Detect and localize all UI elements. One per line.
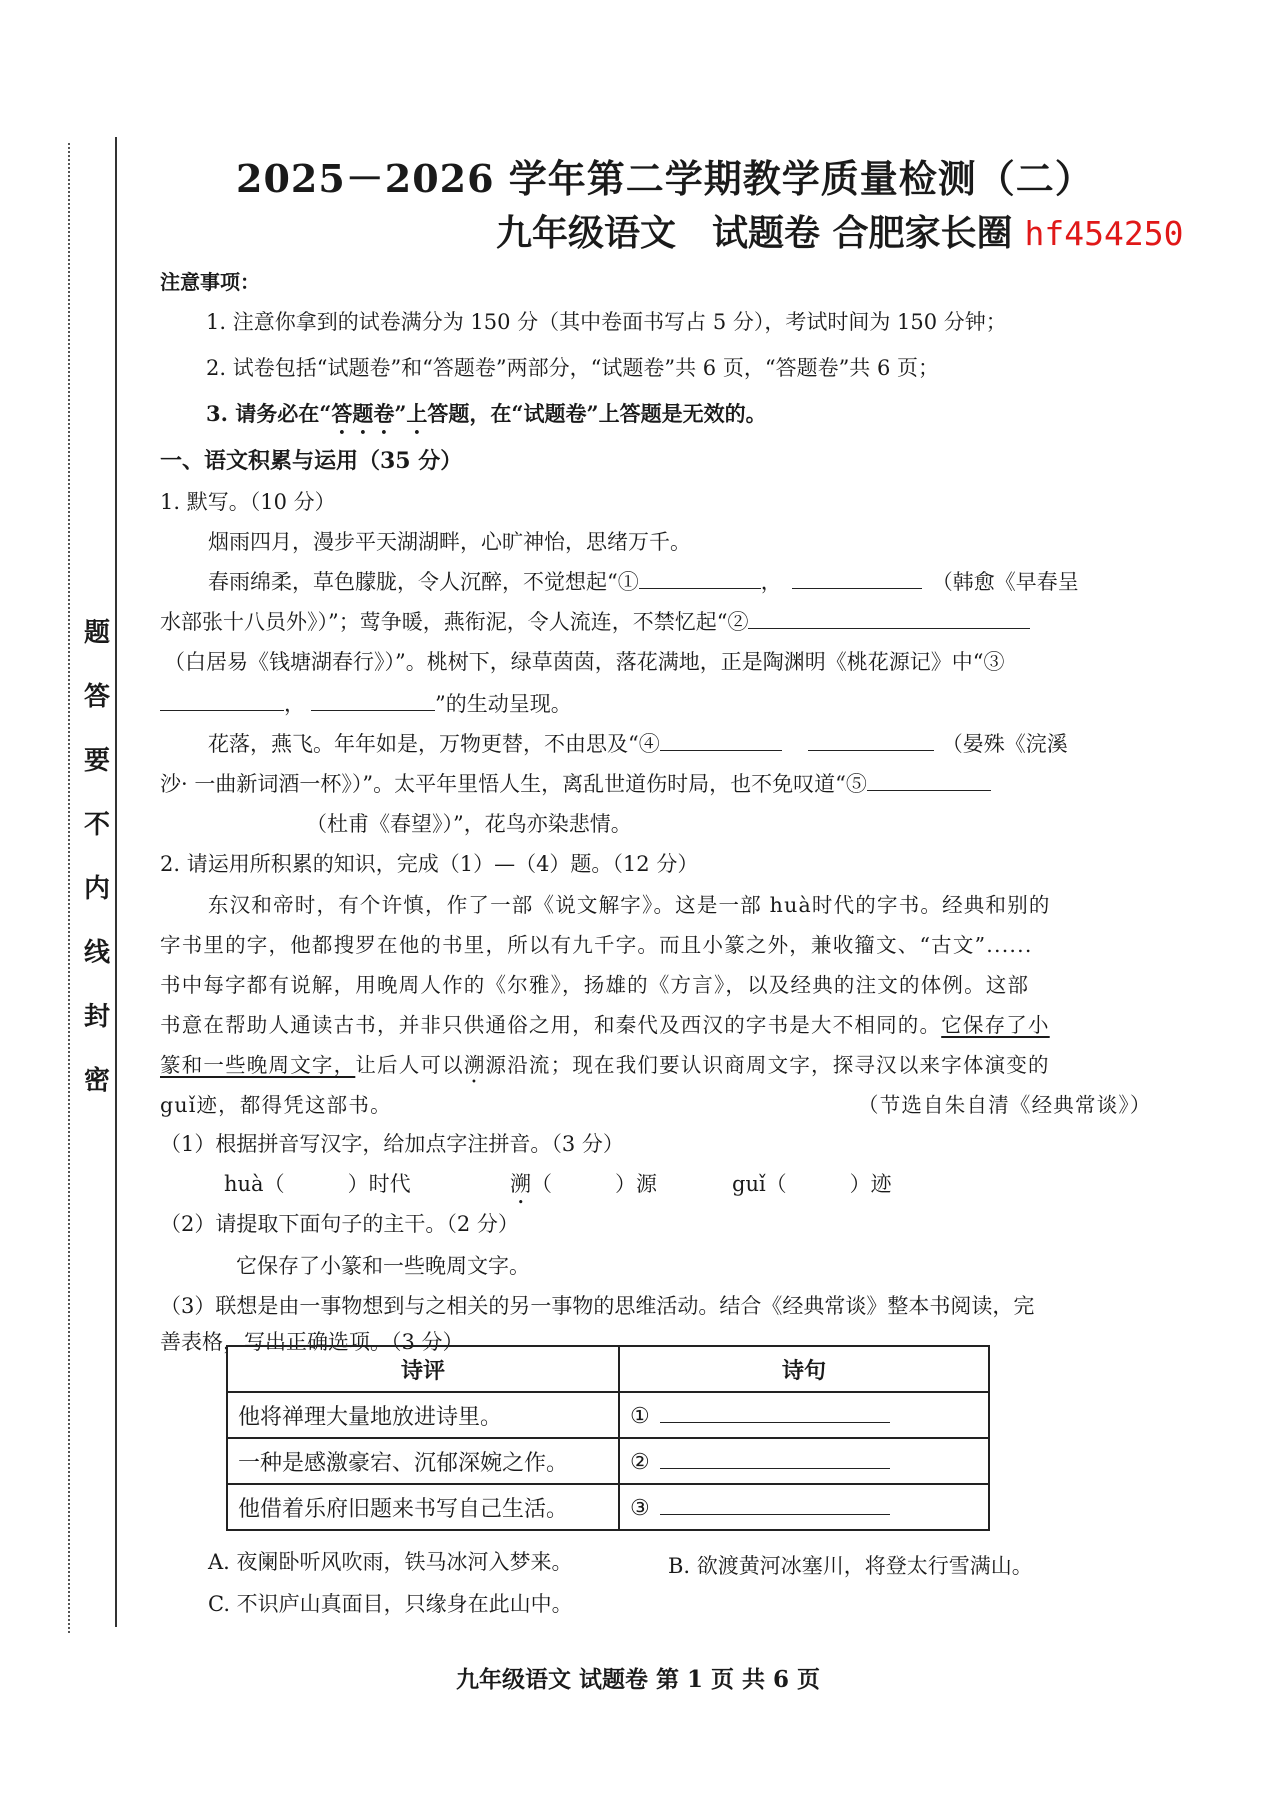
- q1-heading: 1. 默写。（10 分）: [160, 490, 336, 514]
- option-b: B. 欲渡黄河冰塞川，将登太行雪满山。: [668, 1554, 1033, 1578]
- page-footer: 九年级语文 试题卷 第 1 页 共 6 页: [456, 1666, 821, 1693]
- seal-char: 答: [84, 682, 111, 712]
- section-heading: 一、语文积累与运用（35 分）: [160, 448, 463, 474]
- exam-title: 2025－2026 学年第二学期教学质量检测（二）: [236, 156, 1094, 201]
- seal-char: 要: [84, 746, 111, 776]
- blank-1a[interactable]: [639, 568, 761, 589]
- text: （晏殊《浣溪: [941, 732, 1068, 756]
- text: 春雨绵柔，草色朦胧，令人沉醉，不觉想起“①: [208, 570, 639, 594]
- subq-3-line-1: （3）联想是由一事物想到与之相关的另一事物的思维活动。结合《经典常谈》整本书阅读，完: [160, 1294, 1035, 1318]
- option-a: A. 夜阑卧听风吹雨，铁马冰河入梦来。: [208, 1550, 573, 1574]
- text: 书意在帮助人通读古书，并非只供通俗之用，和秦代及西汉的字书是大不相同的。: [160, 1013, 942, 1037]
- table-cell-comment: 他借着乐府旧题来书写自己生活。: [227, 1484, 619, 1530]
- pinyin-1: huà（ ）时代: [224, 1172, 411, 1196]
- text: ，: [284, 692, 305, 716]
- q1-para-2: [208, 566, 1079, 596]
- answer-num: ③: [630, 1495, 650, 1521]
- option-c: C. 不识庐山真面目，只缘身在此山中。: [208, 1592, 573, 1616]
- passage-line: [160, 1008, 1050, 1038]
- q1-para-1: 烟雨四月，漫步平天湖湖畔，心旷神怡，思绪万千。: [208, 530, 691, 554]
- passage-line: 字书里的字，他都搜罗在他的书里，所以有九千字。而且小篆之外，兼收籀文、“古文”......: [160, 933, 1033, 957]
- text: （ ）源: [531, 1172, 657, 1196]
- table-row: [227, 1392, 989, 1438]
- table-row: [227, 1484, 989, 1530]
- blank-3b[interactable]: [311, 690, 435, 711]
- blank-4b[interactable]: [808, 730, 934, 751]
- seal-char: 不: [84, 810, 111, 840]
- subq-1: （1）根据拼音写汉字，给加点字注拼音。（3 分）: [160, 1132, 624, 1156]
- underlined-text: 篆和一些晚周文字，: [160, 1053, 356, 1077]
- note-3-part: 答题，在“试题卷”上答题是无效的。: [427, 401, 767, 426]
- text: 花落，燕飞。年年如是，万物更替，不由思及“④: [208, 732, 660, 756]
- q1-para-4: [164, 646, 1004, 676]
- q1-para-5: [160, 688, 572, 718]
- table-row: [227, 1438, 989, 1484]
- pinyin-3: guǐ（ ）迹: [732, 1172, 892, 1196]
- note-3-part: 3. 请务必在: [206, 401, 320, 426]
- passage-source: （节选自朱自清《经典常谈》）: [858, 1093, 1152, 1117]
- text: （白居易《钱塘湖春行》）”。桃树下，绿草茵茵，落花满地，正是陶渊明《桃花源记》中“③: [164, 650, 1005, 674]
- seal-char: 内: [84, 874, 111, 904]
- seal-char: 封: [84, 1002, 111, 1032]
- note-3-dotted: “答题卷”上: [319, 401, 428, 426]
- red-code: hf454250: [1024, 214, 1184, 253]
- table-cell-answer[interactable]: [619, 1438, 989, 1484]
- text: 沙· 一曲新词酒一杯》）”。太平年里悟人生，离乱世道伤时局，也不免叹道“⑤: [160, 772, 867, 796]
- text: ，: [760, 570, 782, 594]
- binding-dotted-line: [68, 143, 70, 1633]
- dotted-char: 溯: [510, 1172, 531, 1196]
- seal-char: 密: [84, 1066, 111, 1096]
- q1-para-7: [160, 768, 991, 798]
- subtitle-text: 九年级语文 试题卷 合肥家长圈: [496, 212, 1013, 254]
- note-2: 2. 试卷包括“试题卷”和“答题卷”两部分，“试题卷”共 6 页，“答题卷”共 6 页；: [206, 356, 940, 380]
- text: 让后人可以: [355, 1053, 464, 1077]
- note-1: 1. 注意你拿到的试卷满分为 150 分（其中卷面书写占 5 分），考试时间为 150 分钟；: [206, 310, 1007, 334]
- blank-5[interactable]: [867, 770, 991, 791]
- q2-heading: 2. 请运用所积累的知识，完成（1）—（4）题。（12 分）: [160, 852, 699, 876]
- answer-blank[interactable]: [660, 1494, 890, 1515]
- q1-para-8: （杜甫《春望》）”，花鸟亦染悲情。: [306, 812, 632, 836]
- table-header: 诗句: [619, 1346, 989, 1392]
- text: 源沿流；现在我们要认识商周文字，探寻汉以来字体演变的: [485, 1053, 1050, 1077]
- underlined-text: 它保存了小: [941, 1013, 1050, 1037]
- passage-line: guǐ迹，都得凭这部书。: [160, 1093, 392, 1117]
- table-cell-comment: 一种是感激豪宕、沉郁深婉之作。: [227, 1438, 619, 1484]
- note-3: [206, 398, 767, 439]
- text: （韩愈《早春呈: [931, 570, 1079, 594]
- subq-3-line-2: 善表格，写出正确选项。（3 分）: [160, 1330, 464, 1354]
- table-header: 诗评: [227, 1346, 619, 1392]
- exam-subtitle: [496, 205, 1184, 256]
- passage-line: [160, 1048, 1050, 1088]
- blank-3a[interactable]: [160, 690, 284, 711]
- table-cell-answer[interactable]: [619, 1392, 989, 1438]
- poem-table: [226, 1345, 990, 1531]
- answer-num: ①: [630, 1403, 650, 1429]
- q1-para-6: [208, 728, 1068, 758]
- blank-1b[interactable]: [792, 568, 922, 589]
- subq-2: （2）请提取下面句子的主干。（2 分）: [160, 1212, 519, 1236]
- passage-line: 书中每字都有说解，用晚周人作的《尔雅》，扬雄的《方言》，以及经典的注文的体例。这部: [160, 973, 1030, 997]
- seal-line-text: [84, 620, 110, 1132]
- answer-num: ②: [630, 1449, 650, 1475]
- table-cell-comment: 他将禅理大量地放进诗里。: [227, 1392, 619, 1438]
- binding-solid-line: [115, 137, 117, 1627]
- q1-para-3: [160, 606, 1030, 636]
- seal-char: 线: [84, 938, 111, 968]
- answer-blank[interactable]: [660, 1402, 890, 1423]
- table-cell-answer[interactable]: [619, 1484, 989, 1530]
- table-header-row: [227, 1346, 989, 1392]
- dotted-char: 溯: [463, 1053, 486, 1077]
- answer-blank[interactable]: [660, 1448, 890, 1469]
- passage-line: 东汉和帝时，有个许慎，作了一部《说文解字》。这是一部 huà时代的字书。经典和别的: [208, 893, 1051, 917]
- text: 水部张十八员外》）”；莺争暖，燕衔泥，令人流连，不禁忆起“②: [160, 610, 749, 634]
- notes-heading: 注意事项：: [160, 270, 260, 294]
- blank-4a[interactable]: [660, 730, 782, 751]
- pinyin-2: [510, 1168, 657, 1209]
- subq-2-sentence: 它保存了小篆和一些晚周文字。: [236, 1254, 530, 1278]
- seal-char: 题: [84, 618, 111, 648]
- text: ”的生动呈现。: [435, 692, 572, 716]
- blank-2[interactable]: [748, 608, 1030, 629]
